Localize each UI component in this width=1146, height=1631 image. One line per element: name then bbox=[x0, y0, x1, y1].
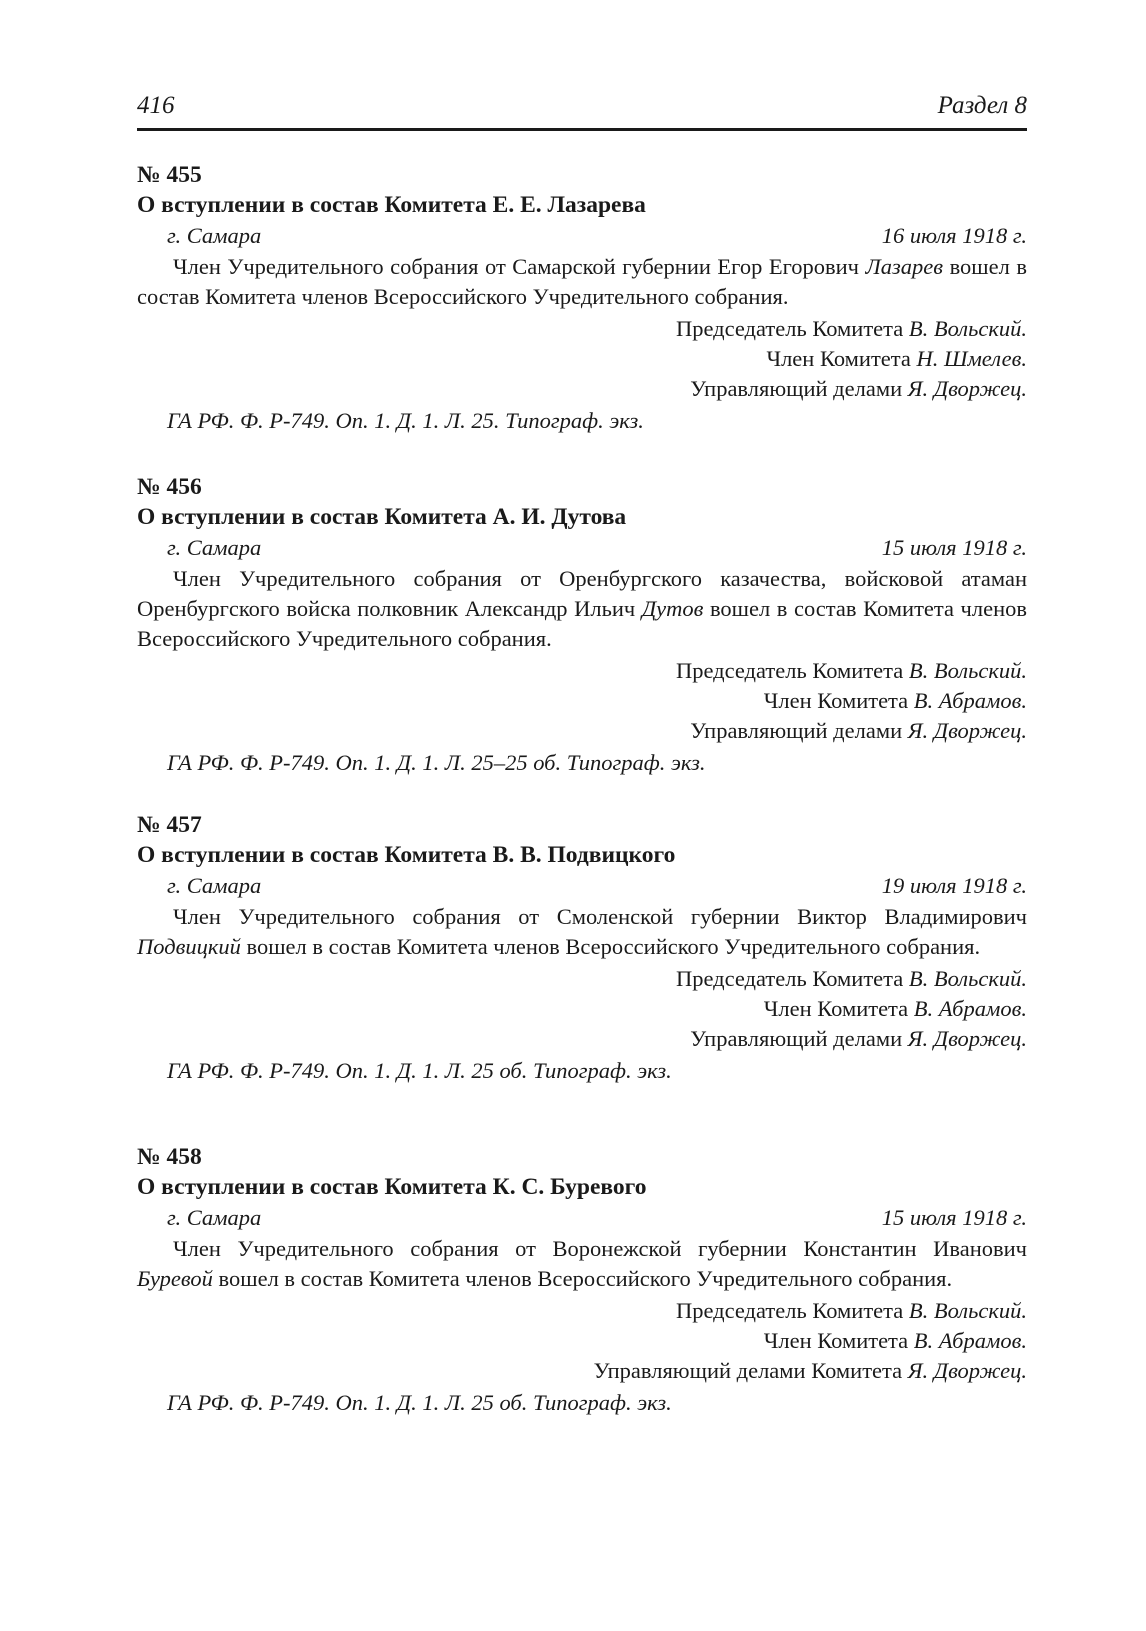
signatures bbox=[137, 656, 1027, 746]
archive-source: ГА РФ. Ф. Р-749. Оп. 1. Д. 1. Л. 25–25 об. Типограф. экз. bbox=[167, 750, 706, 775]
document-meta bbox=[137, 870, 1027, 902]
document-title: О вступлении в состав Комитета К. С. Буревого bbox=[137, 1174, 647, 1200]
signature-line: Управляющий делами Я. Дворжец. bbox=[690, 1026, 1027, 1051]
signature-line: Председатель Комитета В. Вольский. bbox=[675, 658, 1027, 683]
person-name: Подвицкий bbox=[137, 934, 241, 959]
document-number: № 458 bbox=[137, 1144, 202, 1170]
document-body: Член Учредительного собрания от Смоленской губернии Виктор Владимирович Подвицкий вошел в состав Комитета членов Всероссийского Учредительного собрания. bbox=[137, 904, 1027, 959]
document-title: О вступлении в состав Комитета А. И. Дутова bbox=[137, 504, 627, 530]
signature-line: Председатель Комитета В. Вольский. bbox=[675, 1298, 1027, 1323]
document-meta bbox=[137, 220, 1027, 252]
document-title: О вступлении в состав Комитета Е. Е. Лазарева bbox=[137, 192, 646, 218]
document-place: г. Самара bbox=[167, 535, 262, 560]
signature-line: Председатель Комитета В. Вольский. bbox=[675, 966, 1027, 991]
signatures bbox=[137, 964, 1027, 1054]
document-place: г. Самара bbox=[167, 223, 262, 248]
document-place: г. Самара bbox=[167, 873, 262, 898]
document-number: № 456 bbox=[137, 474, 202, 500]
page-header bbox=[137, 90, 1027, 131]
document-meta bbox=[137, 532, 1027, 564]
person-name: Лазарев bbox=[865, 254, 944, 279]
signatures bbox=[137, 314, 1027, 404]
document-body: Член Учредительного собрания от Воронежской губернии Константин Иванович Буревой вошел в состав Комитета членов Всероссийского Учредительного собрания. bbox=[137, 1236, 1027, 1291]
archive-source: ГА РФ. Ф. Р-749. Оп. 1. Д. 1. Л. 25 об. Типограф. экз. bbox=[167, 1058, 672, 1083]
document-date: 16 июля 1918 г. bbox=[881, 223, 1027, 248]
signature-line: Член Комитета В. Абрамов. bbox=[763, 996, 1027, 1021]
signature-line: Член Комитета Н. Шмелев. bbox=[766, 346, 1027, 371]
document-place: г. Самара bbox=[167, 1205, 262, 1230]
archive-source: ГА РФ. Ф. Р-749. Оп. 1. Д. 1. Л. 25 об. Типограф. экз. bbox=[167, 1390, 672, 1415]
document-458 bbox=[137, 1142, 1027, 1420]
document-number: № 457 bbox=[137, 812, 202, 838]
document-date: 15 июля 1918 г. bbox=[881, 535, 1027, 560]
document-455 bbox=[137, 160, 1027, 438]
section-title: Раздел 8 bbox=[937, 92, 1027, 119]
document-date: 15 июля 1918 г. bbox=[881, 1205, 1027, 1230]
signatures bbox=[137, 1296, 1027, 1386]
page-number: 416 bbox=[137, 92, 175, 119]
document-body: Член Учредительного собрания от Оренбургского казачества, войсковой атаман Оренбургского войска полковник Александр Ильич Дутов вошел в состав Комитета членов Всероссийского Учредительного собрания. bbox=[137, 566, 1027, 651]
person-name: Дутов bbox=[641, 596, 704, 621]
signature-line: Управляющий делами Комитета Я. Дворжец. bbox=[593, 1358, 1027, 1383]
signature-line: Член Комитета В. Абрамов. bbox=[763, 1328, 1027, 1353]
person-name: Буревой bbox=[137, 1266, 213, 1291]
document-title: О вступлении в состав Комитета В. В. Подвицкого bbox=[137, 842, 676, 868]
signature-line: Управляющий делами Я. Дворжец. bbox=[690, 718, 1027, 743]
document-number: № 455 bbox=[137, 162, 202, 188]
document-date: 19 июля 1918 г. bbox=[881, 873, 1027, 898]
archive-source: ГА РФ. Ф. Р-749. Оп. 1. Д. 1. Л. 25. Типограф. экз. bbox=[167, 408, 644, 433]
document-457 bbox=[137, 810, 1027, 1088]
document-meta bbox=[137, 1202, 1027, 1234]
signature-line: Председатель Комитета В. Вольский. bbox=[675, 316, 1027, 341]
signature-line: Управляющий делами Я. Дворжец. bbox=[690, 376, 1027, 401]
signature-line: Член Комитета В. Абрамов. bbox=[763, 688, 1027, 713]
document-body: Член Учредительного собрания от Самарской губернии Егор Егорович Лазарев вошел в состав Комитета членов Всероссийского Учредительного собрания. bbox=[137, 254, 1027, 309]
document-456 bbox=[137, 472, 1027, 780]
